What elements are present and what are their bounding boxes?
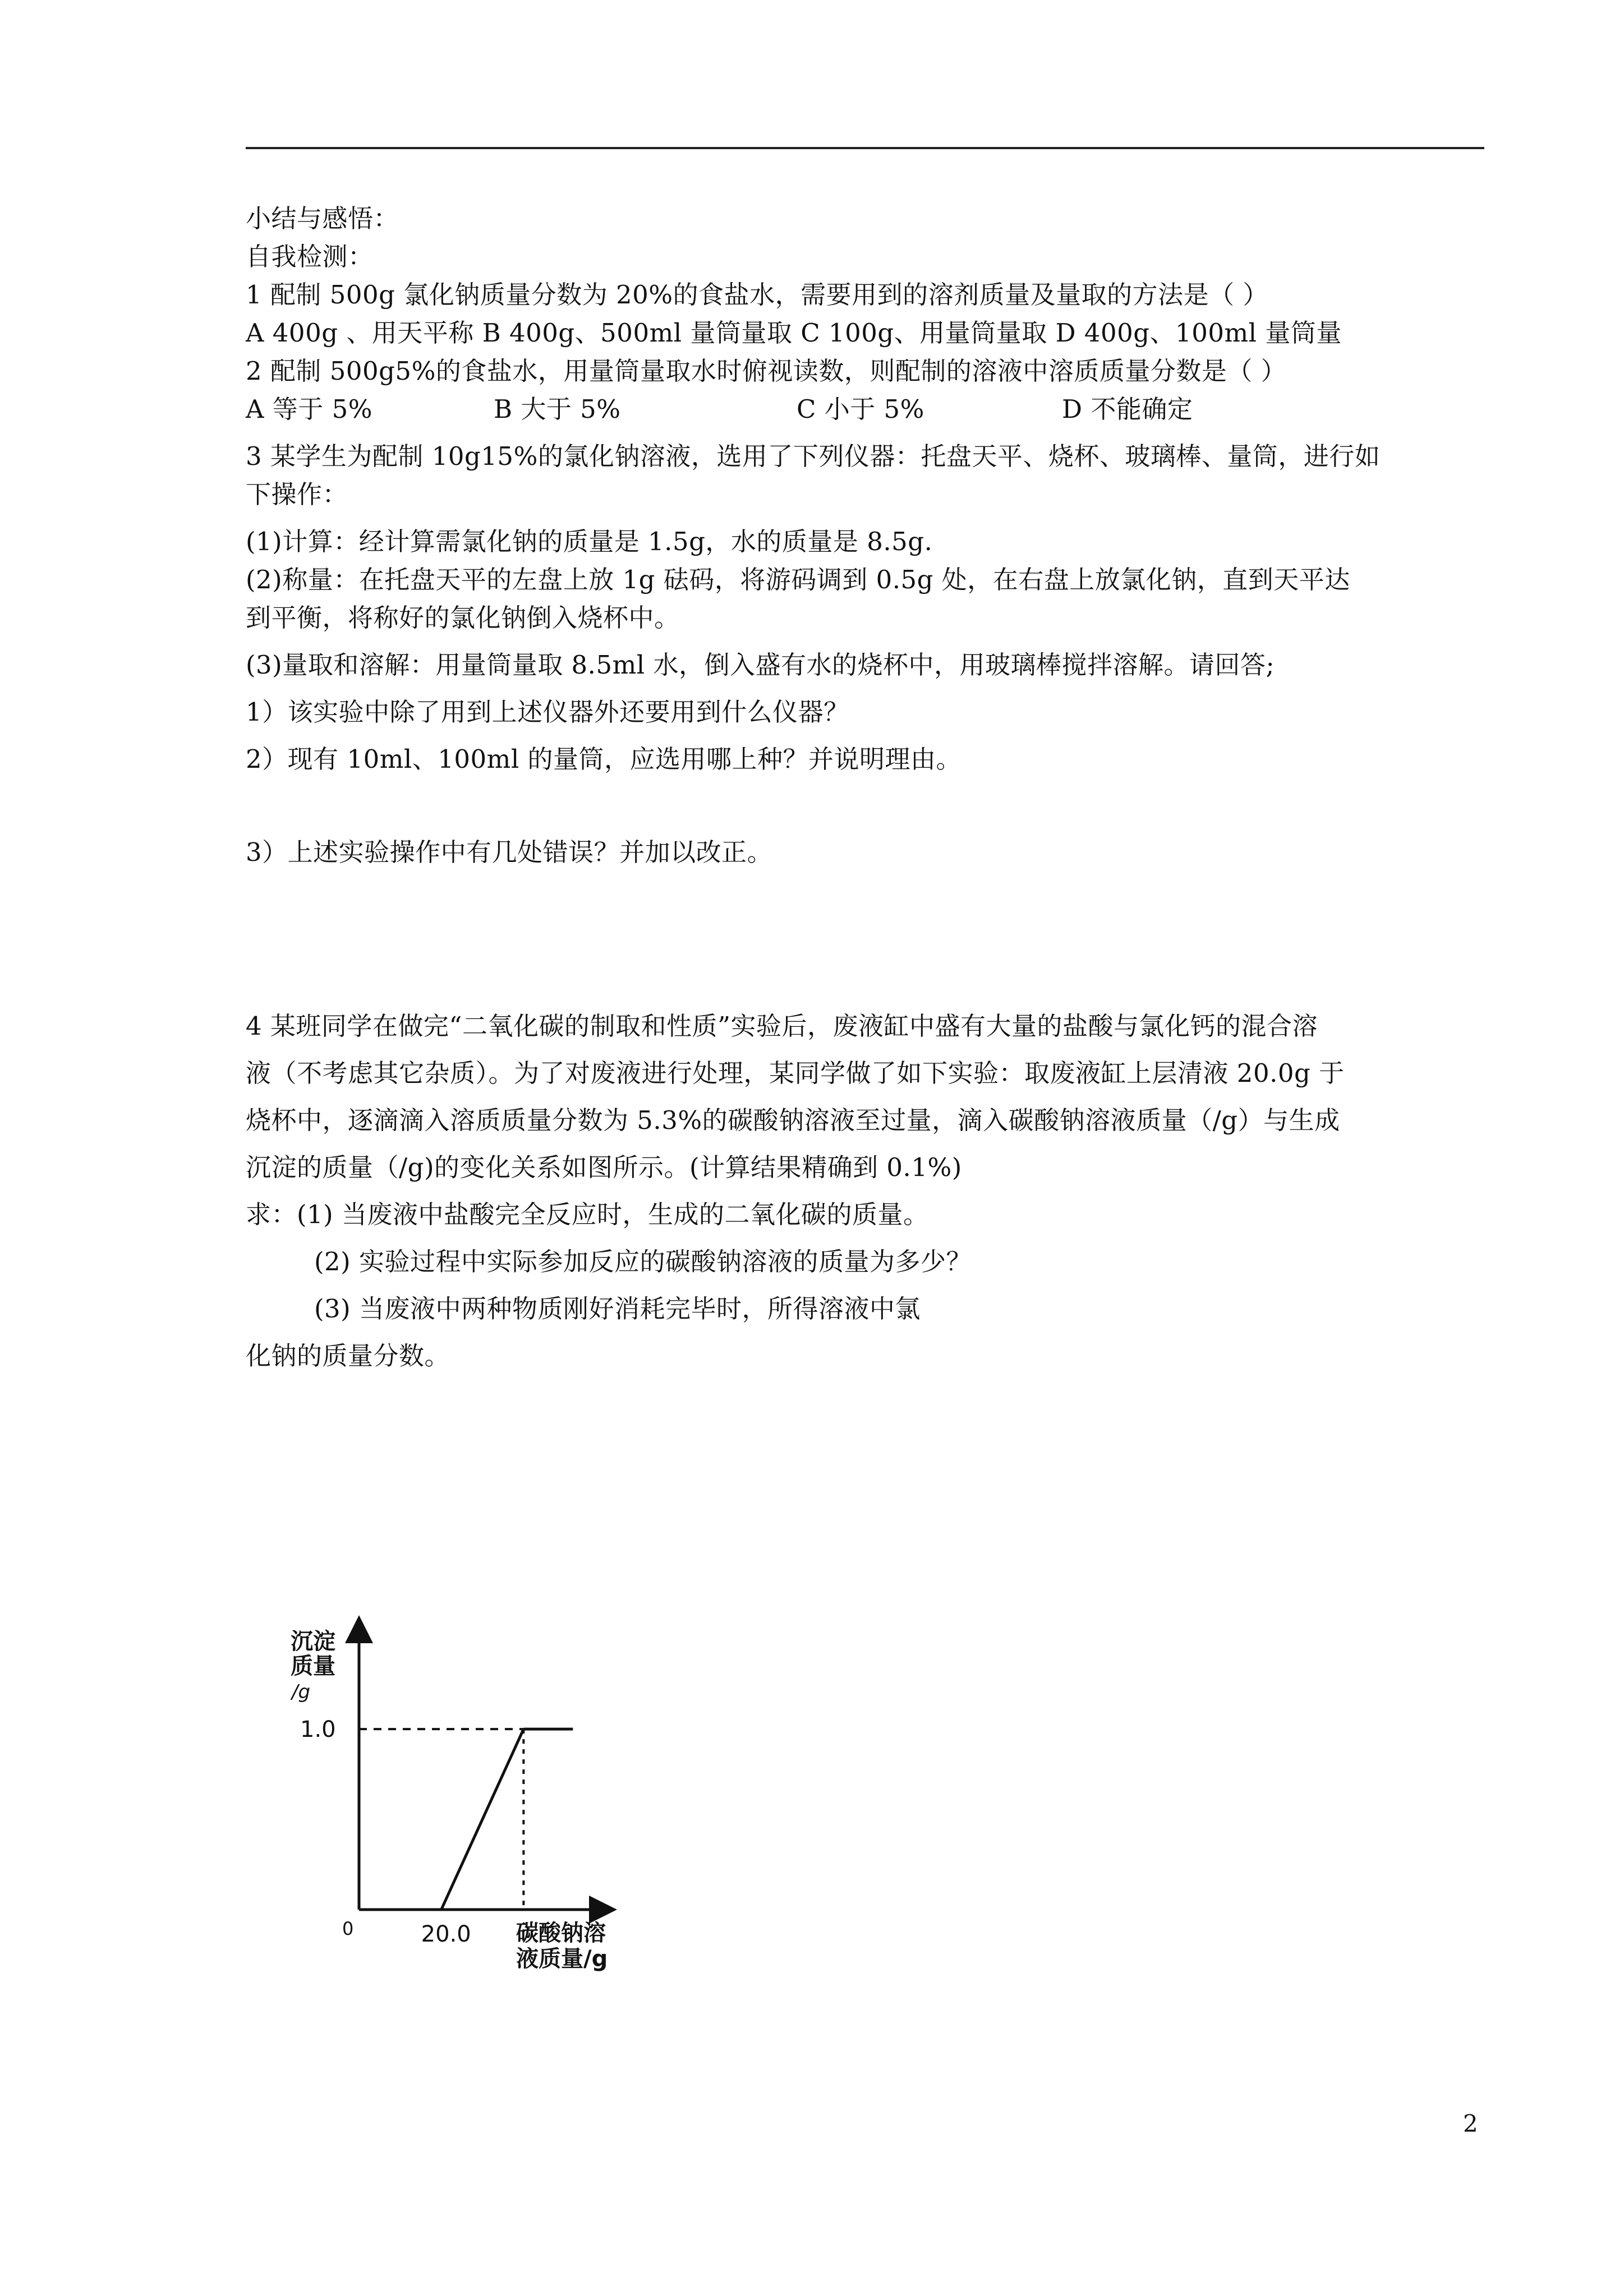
q2-option-a: A 等于 5%	[246, 394, 372, 424]
y-label-line3: /g	[292, 1681, 311, 1703]
q2-option-d: D 不能确定	[1062, 394, 1193, 424]
origin-label: 0	[342, 1918, 354, 1939]
q3-sub3: 3）上述实验操作中有几处错误？并加以改正。	[246, 837, 773, 867]
q1-options: A 400g 、用天平称 B 400g、500ml 量筒量取 C 100g、用量筒量取 D 400g、100ml 量筒量	[246, 318, 1342, 348]
q3-stem-line2: 下操作：	[246, 480, 348, 509]
self-check-heading: 自我检测：	[246, 242, 374, 271]
q1-stem: 1 配制 500g 氯化钠质量分数为 20%的食盐水，需要用到的溶剂质量及量取的方法是（ ）	[246, 280, 1268, 310]
y-label-line2: 质量	[291, 1653, 335, 1679]
q3-sub1: 1）该实验中除了用到上述仪器外还要用到什么仪器？	[246, 697, 849, 727]
x-label-line1: 碳酸钠溶	[516, 1920, 606, 1946]
header-rule	[246, 147, 1484, 149]
chart-svg	[269, 1604, 673, 1974]
page-number: 2	[1463, 2110, 1478, 2137]
series-line-rising	[441, 1729, 524, 1910]
q4-line1: 4 某班同学在做完“二氧化碳的制取和性质”实验后，废液缸中盛有大量的盐酸与氯化钙的混合溶	[246, 1011, 1318, 1041]
q3-step1: (1)计算：经计算需氯化钠的质量是 1.5g，水的质量是 8.5g.	[246, 527, 933, 556]
q4-line3: 烧杯中，逐滴滴入溶质质量分数为 5.3%的碳酸钠溶液至过量，滴入碳酸钠溶液质量（/g）与生成	[246, 1105, 1340, 1135]
q4-line4: 沉淀的质量（/g)的变化关系如图所示。(计算结果精确到 0.1%)	[246, 1152, 962, 1182]
precipitate-chart	[269, 1604, 673, 1974]
q3-sub2: 2）现有 10ml、100ml 的量筒，应选用哪上种？并说明理由。	[246, 744, 962, 774]
q3-step2-line2: 到平衡，将称好的氯化钠倒入烧杯中。	[246, 603, 680, 633]
q4-ask1: 求：(1) 当废液中盐酸完全反应时，生成的二氧化碳的质量。	[246, 1200, 929, 1229]
x-label-line2: 液质量/g	[516, 1946, 608, 1972]
q4-ask3-line2: 化钠的质量分数。	[246, 1341, 450, 1371]
q4-ask2: (2) 实验过程中实际参加反应的碳酸钠溶液的质量为多少？	[314, 1247, 972, 1276]
q2-option-b: B 大于 5%	[494, 394, 621, 424]
y-label-line1: 沉淀	[291, 1629, 335, 1654]
q2-option-c: C 小于 5%	[797, 394, 924, 424]
q4-line2: 液（不考虑其它杂质）。为了对废液进行处理，某同学做了如下实验：取废液缸上层清液 20.0g 于	[246, 1058, 1345, 1088]
x-tick-label: 20.0	[421, 1921, 471, 1947]
q3-stem-line1: 3 某学生为配制 10g15%的氯化钠溶液，选用了下列仪器：托盘天平、烧杯、玻璃棒、量筒，进行如	[246, 441, 1381, 471]
summary-heading: 小结与感悟：	[246, 204, 399, 233]
y-tick-label: 1.0	[300, 1717, 336, 1743]
q3-step2-line1: (2)称量：在托盘天平的左盘上放 1g 砝码，将游码调到 0.5g 处，在右盘上放氯化钠，直到天平达	[246, 565, 1350, 594]
q3-step3: (3)量取和溶解：用量筒量取 8.5ml 水，倒入盛有水的烧杯中，用玻璃棒搅拌溶解。请回答;	[246, 650, 1275, 680]
q2-stem: 2 配制 500g5%的食盐水，用量筒量取水时俯视读数，则配制的溶液中溶质质量分数是（ ）	[246, 356, 1287, 386]
q4-ask3-line1: (3) 当废液中两种物质刚好消耗完毕时，所得溶液中氯	[314, 1294, 921, 1324]
